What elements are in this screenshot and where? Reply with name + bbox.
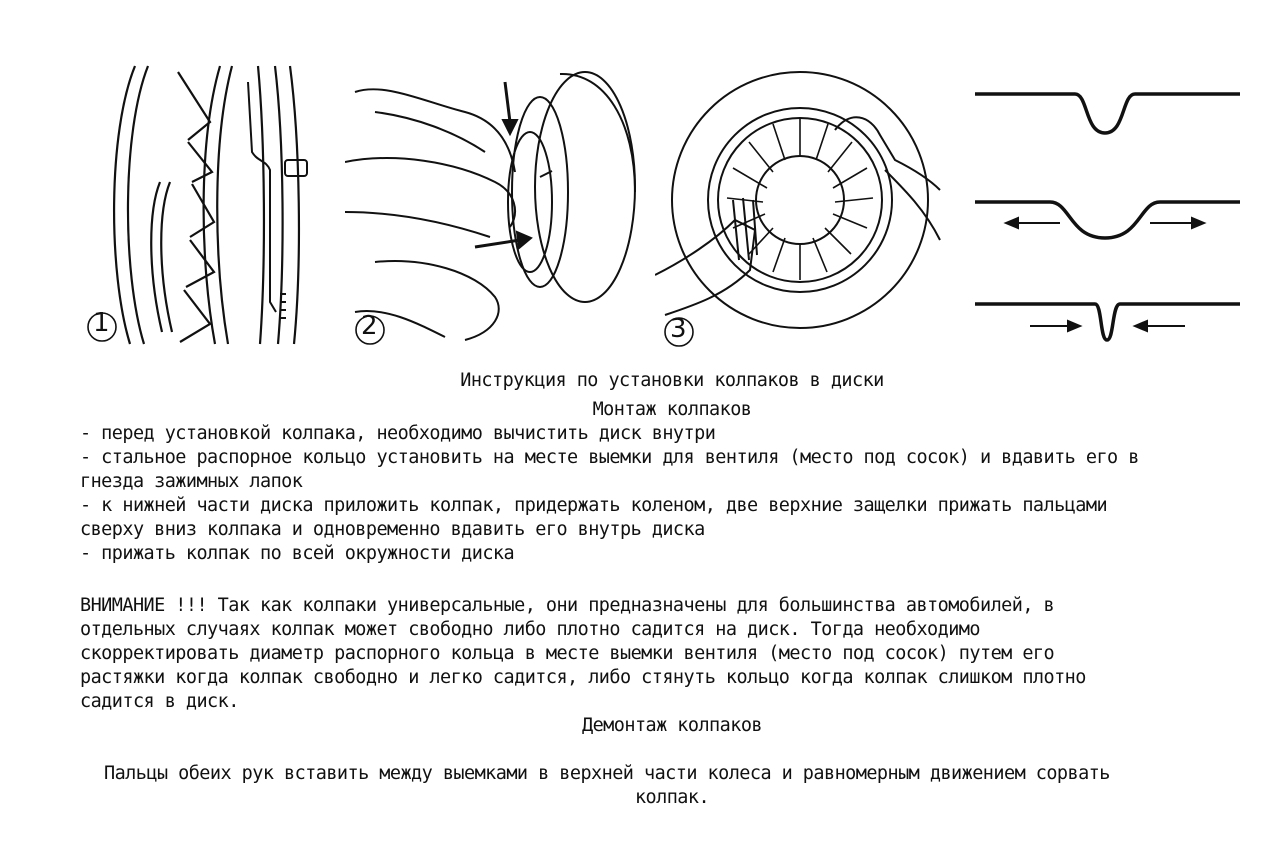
step-line: - перед установкой колпака, необходимо вычистить диск внутри [80,423,716,444]
warning-line: ВНИМАНИЕ !!! Так как колпаки универсальные, они предназначены для большинства автомобилей, в [80,595,1055,616]
warning-line: растяжки когда колпак свободно и легко садится, либо стянуть кольцо когда колпак слишком плотно [80,667,1086,688]
figure-4-ring-notch-adjustment [970,78,1250,358]
figure-2-press-cap [345,62,640,352]
dismount-text-line: колпак. [634,787,710,808]
step-line: - к нижней части диска приложить колпак, придержать коленом, две верхние защелки прижать пальцами [80,495,1108,516]
document-title: Инструкция по установки колпаков в диски [460,370,884,391]
step-line: - стальное распорное кольцо установить на месте выемки для вентиля (место под сосок) и вдавить его в [80,447,1139,468]
dismount-text-line: Пальцы обеих рук вставить между выемками в верхней части колеса и равномерным движением сорвать [104,763,1110,784]
figure-1-ring-at-valve [80,62,330,352]
step-line: гнезда зажимных лапок [80,471,303,492]
warning-line: скорректировать диаметр распорного кольца в месте выемки вентиля (место под сосок) путем его [80,643,1055,664]
dismount-section-title: Демонтаж колпаков [582,715,762,736]
figure-2-number: 2 [361,311,377,341]
warning-line: садится в диск. [80,691,239,712]
step-line: сверху вниз колпака и одновременно вдавить его внутрь диска [80,519,705,540]
warning-line: отдельных случаях колпак может свободно либо плотно садится на диск. Тогда необходимо [80,619,980,640]
step-line: - прижать колпак по всей окружности диска [80,543,515,564]
figure-3-number: 3 [670,314,686,344]
figure-3-press-circumference [655,70,945,355]
figure-1-number: 1 [93,308,109,338]
mount-section-title: Монтаж колпаков [592,399,752,420]
